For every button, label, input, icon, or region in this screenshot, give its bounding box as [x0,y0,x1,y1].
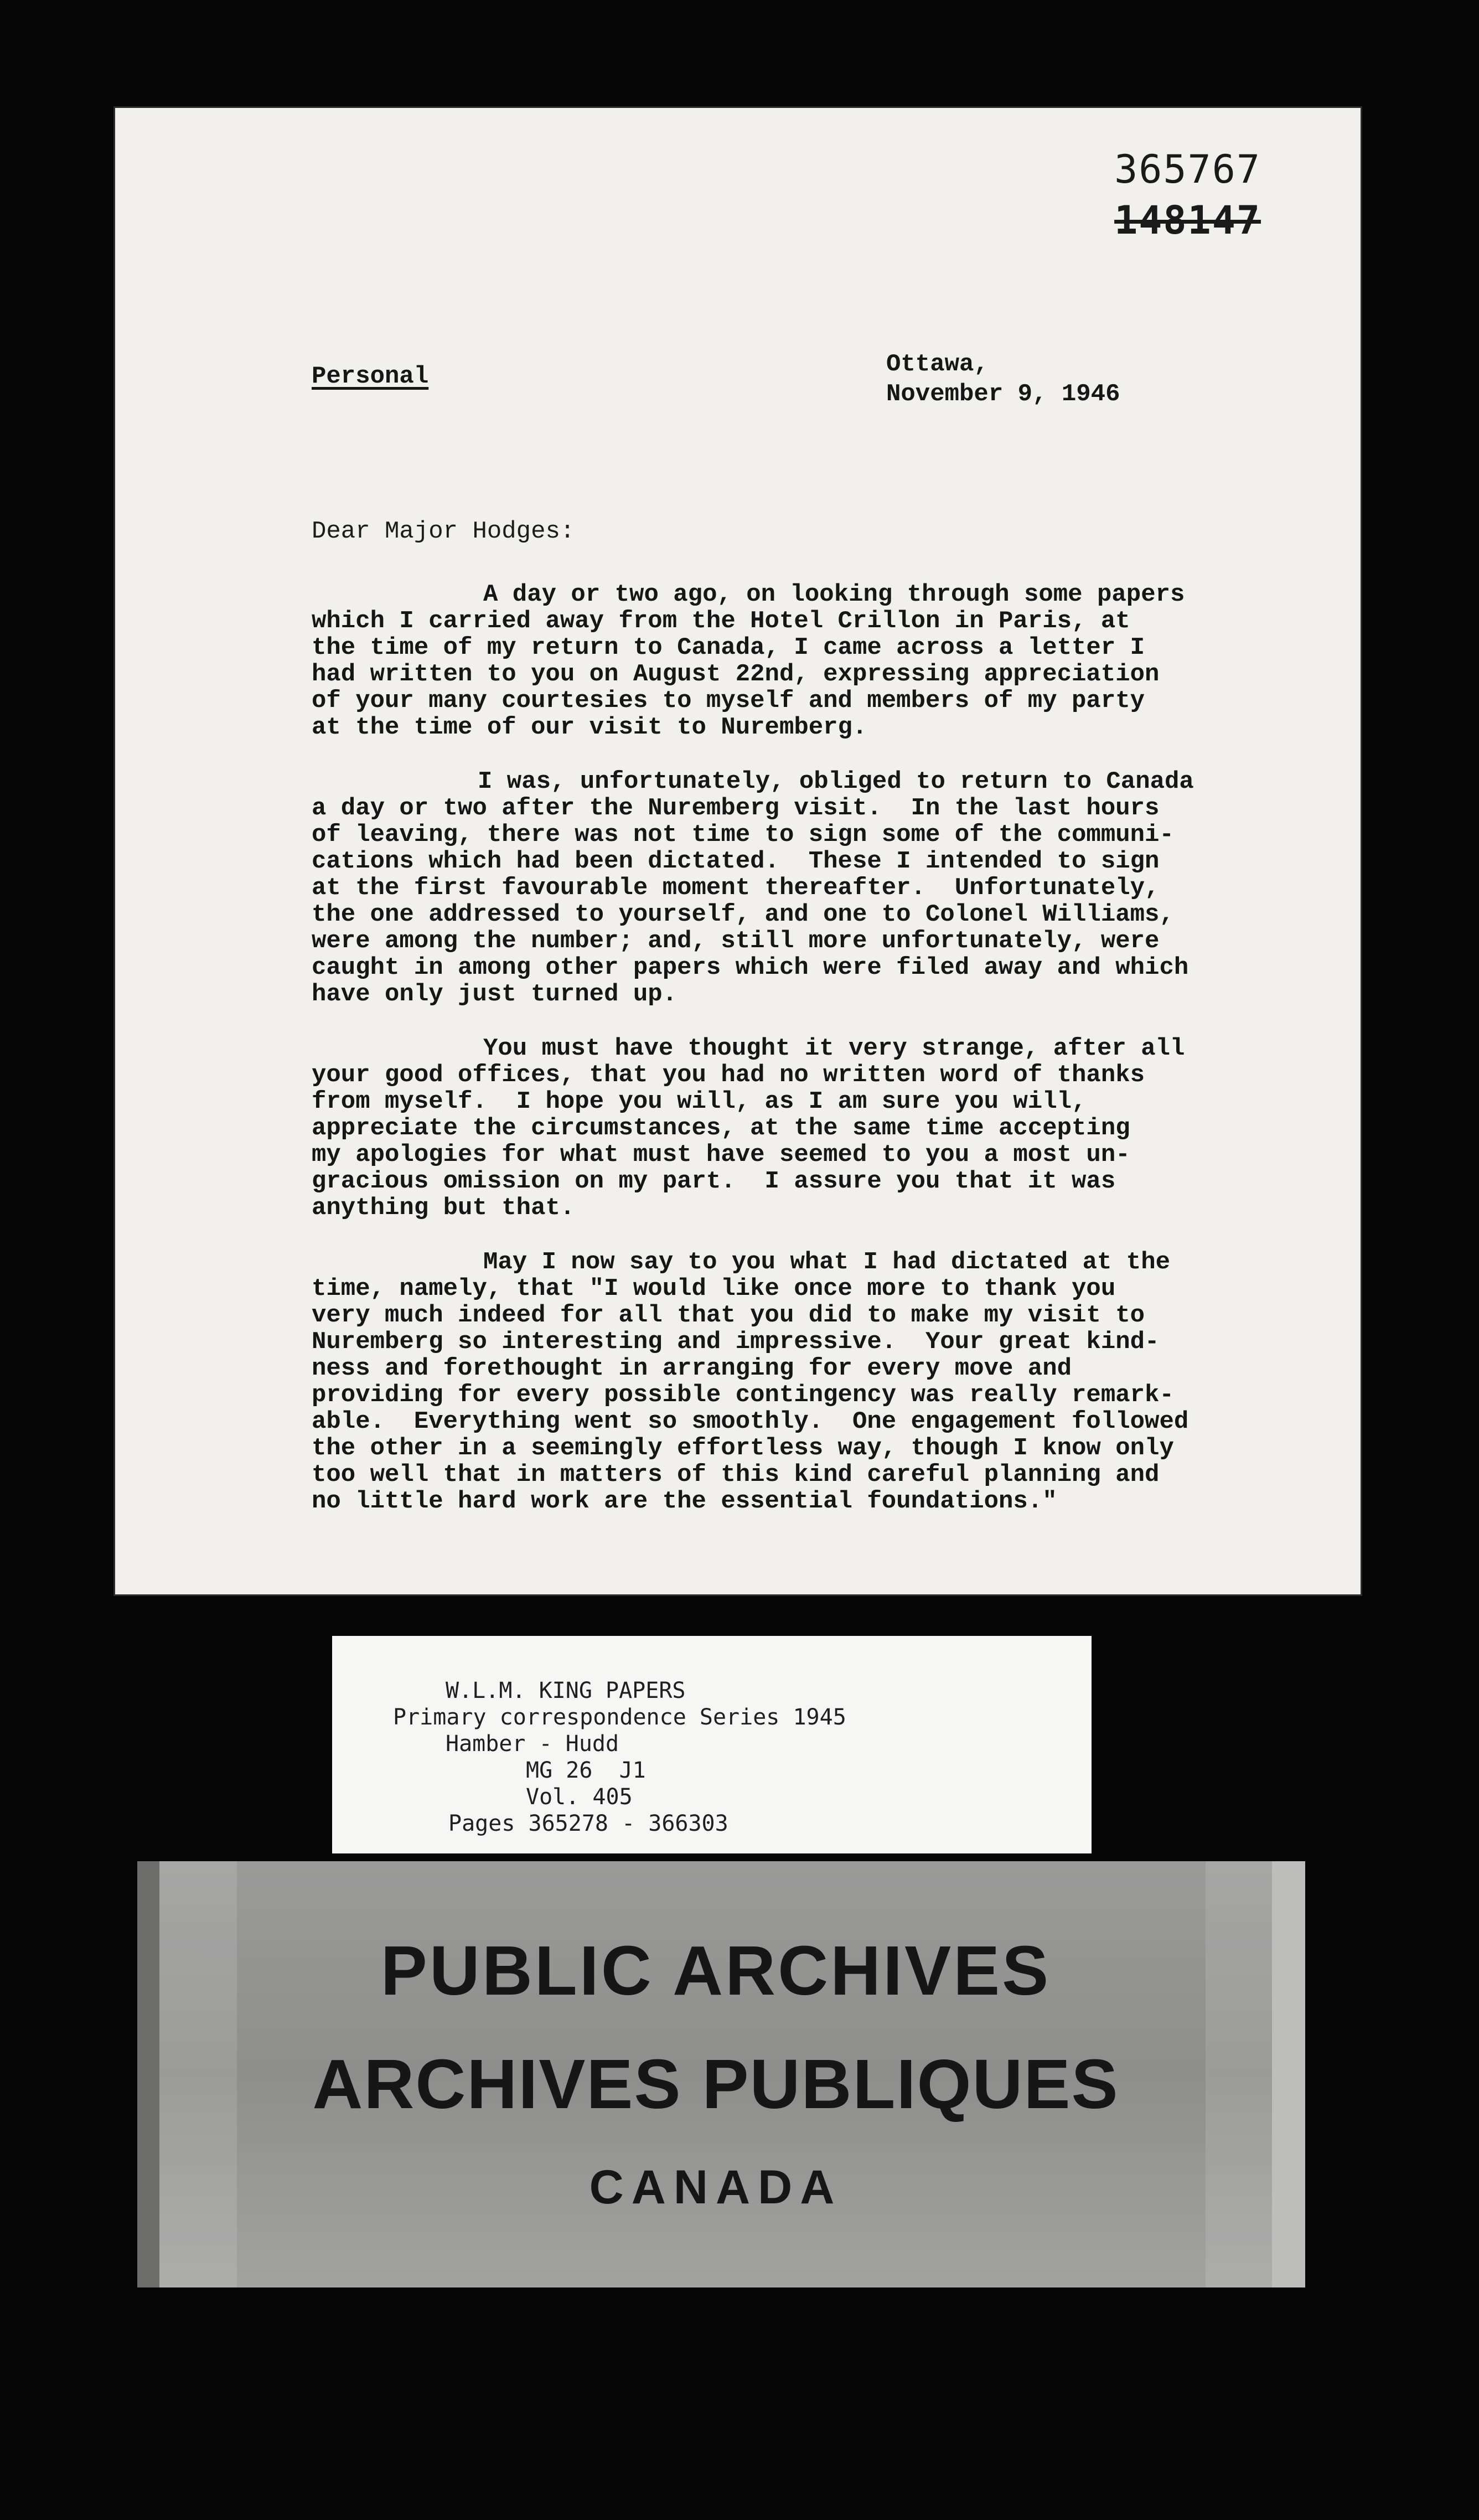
paragraph-line: time, namely, that "I would like once more to thank you [312,1275,1116,1303]
paragraph-line: from myself. I hope you will, as I am sure you will, [312,1088,1087,1116]
paragraph-line: very much indeed for all that you did to make my visit to [312,1302,1145,1329]
letter-place: Ottawa, [886,350,989,378]
paragraph-line: the other in a seemingly effortless way, though I know only [312,1434,1174,1462]
salutation: Dear Major Hodges: [312,518,575,545]
reference-numbers [1114,147,1261,243]
paragraph-line: able. Everything went so smoothly. One engagement followed [312,1408,1189,1435]
paragraph-line: I was, unfortunately, obliged to return to Canada [478,768,1194,796]
paragraph-line: ness and forethought in arranging for every move and [312,1355,1072,1382]
letter-page [115,108,1361,1594]
paragraph-line: gracious omission on my part. I assure you that it was [312,1168,1116,1195]
personal-label: Personal [312,363,429,390]
archive-mg: MG 26 J1 [526,1758,646,1783]
archive-volume: Vol. 405 [526,1784,633,1810]
paragraph-2 [312,768,1341,1008]
paragraph-line: appreciate the circumstances, at the same time accepting [312,1114,1130,1142]
archive-collection: W.L.M. KING PAPERS [446,1678,686,1703]
paragraph-4 [312,1249,1341,1515]
public-archives-stamp [137,1861,1305,2287]
paragraph-line: have only just turned up. [312,980,678,1008]
paragraph-line: a day or two after the Nuremberg visit. In the last hours [312,794,1160,822]
paragraph-line: May I now say to you what I had dictated at the [483,1248,1171,1276]
paragraph-line: the one addressed to yourself, and one to Colonel Williams, [312,901,1174,928]
paragraph-line: anything but that. [312,1194,575,1222]
paragraph-line: my apologies for what must have seemed to you a most un- [312,1141,1130,1169]
paragraph-line: were among the number; and, still more unfortunately, were [312,927,1160,955]
paragraph-line: Nuremberg so interesting and impressive. Your great kind- [312,1328,1160,1356]
paragraph-line: which I carried away from the Hotel Crillon in Paris, at [312,607,1130,635]
paragraph-1 [312,581,1341,741]
paragraph-line: providing for every possible contingency was really remark- [312,1381,1174,1409]
paragraph-line: A day or two ago, on looking through some papers [483,581,1185,608]
paragraph-line: too well that in matters of this kind careful planning and [312,1461,1160,1489]
paragraph-line: the time of my return to Canada, I came across a letter I [312,634,1145,662]
paragraph-line: cations which had been dictated. These I intended to sign [312,848,1160,875]
archive-series: Primary correspondence Series 1945 [393,1705,846,1730]
stamp-line-canada: CANADA [589,2161,842,2214]
archive-label-card [332,1636,1092,1853]
paragraph-line: at the time of our visit to Nuremberg. [312,714,867,741]
paragraph-line: caught in among other papers which were filed away and which [312,954,1189,982]
letter-date: November 9, 1946 [886,380,1120,408]
paragraph-line: You must have thought it very strange, after all [483,1035,1185,1062]
paragraph-line: no little hard work are the essential foundations." [312,1488,1057,1515]
paragraph-line: had written to you on August 22nd, expressing appreciation [312,660,1160,688]
archive-pages: Pages 365278 - 366303 [448,1811,728,1836]
letter-body [312,581,1341,1542]
reference-number-current: 365767 [1114,147,1261,192]
paragraph-3 [312,1035,1341,1221]
paragraph-line: of your many courtesies to myself and members of my party [312,687,1145,715]
reference-number-previous: 148147 [1114,198,1261,243]
paragraph-line: your good offices, that you had no written word of thanks [312,1061,1145,1089]
paragraph-line: at the first favourable moment thereafter. Unfortunately, [312,874,1160,902]
dateline [886,349,1120,409]
paragraph-line: of leaving, there was not time to sign some of the communi- [312,821,1174,849]
stamp-line-public-archives: PUBLIC ARCHIVES [380,1932,1051,2010]
stamp-line-archives-publiques: ARCHIVES PUBLIQUES [312,2045,1119,2123]
archive-range: Hamber - Hudd [446,1731,619,1757]
